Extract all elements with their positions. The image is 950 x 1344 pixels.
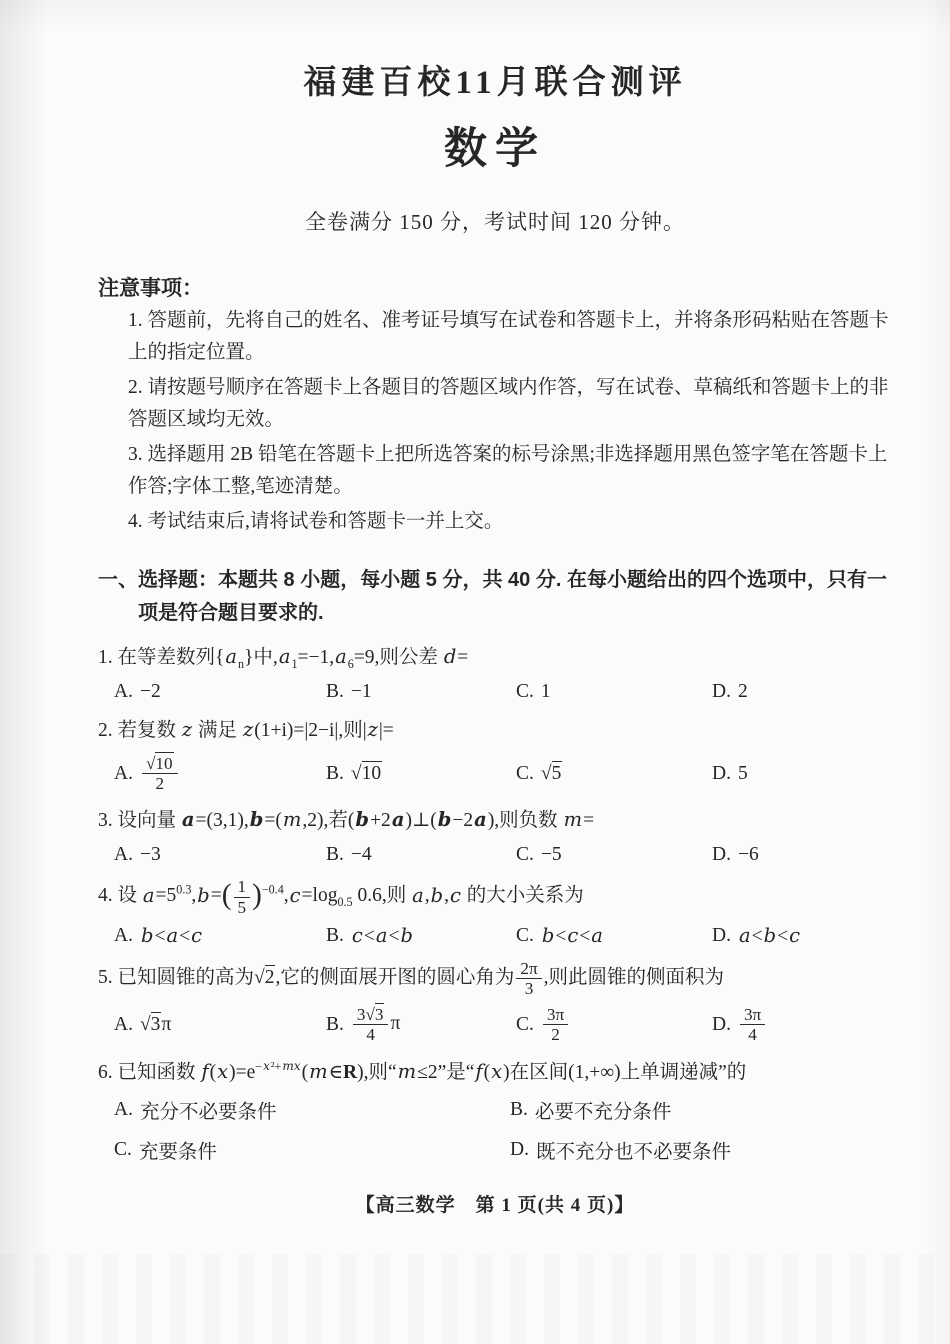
fraction-numerator: 1 [237,877,247,897]
math-variable: m [397,1059,417,1083]
math-variable: a [375,923,388,947]
option-content-D: 2 [737,681,748,702]
fraction-numerator [142,754,178,773]
question-2-option-C [516,763,712,785]
question-3-option-B [326,844,516,866]
subscript: n [238,656,245,671]
question-6 [98,1056,892,1164]
question-6-option-C [114,1136,510,1164]
exam-subject: 数学 [444,125,546,173]
notices-heading: 注意事项： [98,277,203,300]
subscript: 6 [347,656,354,671]
math-vector: a [391,808,405,832]
superscript: −x²+mx [255,1059,301,1074]
math-variable: b [541,923,555,947]
question-1-option-B [326,681,516,703]
question-2-option-D [712,763,892,785]
exam-title: 福建百校11月联合测评 [303,65,687,101]
math-variable: z [242,718,254,741]
math-vector: b [355,808,370,832]
question-4-options [98,924,892,948]
radicand: 10 [361,762,382,784]
question-1 [98,641,892,703]
radical-sign: √ [254,966,265,988]
notice-item-3: 3. 选择题用 2B 铅笔在答题卡上把所选答案的标号涂黑;非选择题用黑色签字笔在答题卡上作答;字体工整,笔迹清楚。 [128,444,888,497]
math-variable: a [335,645,347,668]
question-3-option-A [114,844,326,866]
math-variable: c [351,923,363,947]
question-6-stem: 6. 已知函数 $f(x)=e^{-x^2+mx}(m\in R)$,则“m≤2”是“f(x)在区间(1,+∞)上单调递减”的 [98,1059,747,1083]
radical-sign: √ [145,754,156,773]
option-label-C: C. [516,924,534,946]
math-vector: b [437,808,452,832]
option-label-D: D. [712,681,731,702]
question-6-option-A [114,1096,510,1124]
question-4-option-D [712,924,892,948]
option-label-A: A. [114,924,133,946]
option-label-B: B. [326,762,344,784]
question-4 [98,877,892,947]
radicand: 10 [155,754,173,773]
math-variable: b [400,923,413,947]
question-1-option-D [712,681,892,703]
question-5-option-D [712,1005,892,1044]
option-content-C [541,763,562,785]
question-3-stem: 3. 设向量 a=(3,1),b=(m,2),若(b+2a)⊥(b−2a),则负数 m= [98,808,595,832]
math-variable: a [142,883,155,907]
option-content-C: −5 [540,844,562,866]
math-variable: a [278,645,291,668]
option-content-C [541,1005,570,1044]
fraction [142,754,178,793]
radicand: 5 [551,762,562,784]
sqrt-expression [541,761,562,784]
fraction-denominator: 5 [234,897,251,917]
fraction-numerator: 3√3 [356,1005,384,1025]
math-variable: a [412,883,424,907]
fraction-numerator: 3π [743,1005,762,1025]
fraction-numerator: 3π [546,1005,565,1025]
option-label-C: C. [516,681,534,702]
fraction-denominator: 4 [740,1024,765,1044]
option-label-B: B. [326,1013,344,1035]
math-variable: f [475,1059,483,1083]
question-5 [98,959,892,1045]
notice-item-1: 1. 答题前，先将自己的姓名、准考证号填写在试卷和答题卡上，并将条形码粘贴在答题卡上的指定位置。 [128,310,889,363]
radical-sign: √ [365,1005,375,1025]
page-footer: 【高三数学 第 1 页(共 4 页)】 [355,1194,635,1216]
fraction [353,1005,389,1044]
option-label-D: D. [510,1138,529,1160]
option-label-D: D. [712,844,731,866]
option-label-C: C. [516,1013,534,1035]
fraction-denominator: 2 [543,1024,568,1044]
question-2-stem: 2. 若复数 z 满足 z(1+i)=|2−i|,则|z|= [98,718,394,741]
math-variable: a [166,923,179,947]
math-vector: a [474,808,487,832]
questions-section [98,641,892,1164]
option-label-C: C. [516,844,534,866]
option-label-C: C. [114,1138,132,1160]
math-variable: m [282,808,302,832]
option-label-D: D. [712,762,731,784]
fraction [543,1005,568,1044]
fraction-numerator: 2π [520,958,538,978]
radicand: 3 [150,1013,161,1035]
subscript: 1 [291,656,298,671]
option-content-A: √3π [139,1013,172,1035]
option-content-A: −2 [139,681,161,702]
option-label-B: B. [510,1098,528,1120]
sqrt-expression [254,965,275,988]
math-variable: c [289,883,301,907]
option-content-B: −4 [350,844,372,866]
radicand: 2 [264,966,275,988]
math-vector: a [181,808,195,832]
question-5-options [98,1005,892,1044]
option-content-B: c<a<b [351,923,413,947]
math-variable: d [443,645,457,668]
math-variable: b [197,883,210,907]
question-6-option-D [510,1136,892,1164]
fraction [740,1005,765,1044]
question-2 [98,714,892,793]
option-content-A: −3 [139,844,161,866]
question-3 [98,804,892,866]
question-5-option-B [326,1005,516,1044]
question-3-options [98,844,892,866]
math-variable: z [367,718,378,741]
question-6-options [98,1096,892,1164]
question-2-option-B [326,763,516,785]
question-1-option-A [114,681,326,703]
option-label-B: B. [326,681,344,702]
question-2-option-A [114,754,326,793]
math-variable: c [191,923,203,947]
option-label-A: A. [114,1013,133,1035]
option-content-C: 充要条件 [138,1141,217,1163]
option-content-B: 必要不充分条件 [534,1101,672,1123]
question-2-options [98,754,892,793]
math-variable: b [430,883,444,907]
option-content-D: a<b<c [738,923,801,947]
notice-item-4: 4. 考试结束后,请将试卷和答题卡一并上交。 [128,511,504,532]
option-content-A [140,754,180,793]
option-label-D: D. [712,1013,731,1035]
option-label-D: D. [712,924,731,946]
math-variable: a [225,645,238,668]
superscript: −0.4 [261,883,284,898]
option-content-C: 1 [540,681,551,702]
math-variable: f [201,1059,209,1083]
math-variable: x [217,1059,229,1083]
question-5-option-A [114,1014,326,1036]
math-variable: b [763,923,777,947]
math-vector: b [249,808,264,832]
radical-sign: √ [350,762,362,784]
option-label-A: A. [114,844,133,866]
big-paren: ) [252,879,262,912]
notices-section [98,272,892,538]
superscript: 0.3 [176,883,192,898]
bold-symbol: R [343,1061,358,1083]
question-1-options [98,681,892,703]
question-1-stem: 1. 在等差数列$\{a_n\}$中$,a_1=-1,a_6=9$,则公差 d= [98,645,469,671]
option-content-D: −6 [737,844,759,866]
fraction-denominator: 2 [142,773,178,793]
option-content-D [738,1005,767,1044]
math-variable: m [309,1059,328,1083]
math-variable: c [789,923,801,947]
math-variable: z [181,718,193,741]
question-4-stem: 4. 设 $a=5^{0.3},b=$( $\frac{1}{5}$ )$^{-0.4},c=\log_{0.5}$ 0.6,则 a,b,c 的大小关系为 [98,877,584,917]
option-label-B: B. [326,844,344,866]
math-variable: m [563,808,583,832]
math-variable: a [738,923,751,947]
question-6-option-B [510,1096,892,1124]
exam-info-line: 全卷满分 150 分，考试时间 120 分钟。 [305,210,685,234]
radical-sign: √ [540,762,552,784]
math-variable: x [263,1059,270,1074]
option-content-B: −1 [350,681,372,702]
question-3-option-C [516,844,712,866]
option-content-B: $\frac{3√3}{4}$ π [351,1005,400,1044]
option-content-C: b<c<a [541,923,603,947]
option-content-D: 5 [737,762,748,784]
option-content-A: 充分不必要条件 [139,1101,277,1123]
subscript: 0.5 [337,895,353,910]
fraction-denominator: 3 [516,978,541,998]
fraction [516,959,541,998]
math-variable: c [449,883,461,907]
option-label-B: B. [326,924,344,946]
radical-sign: √ [139,1013,151,1035]
radicand: 3 [374,1005,384,1025]
sqrt-expression [365,1003,384,1024]
notices-list [98,305,892,538]
option-content-D: 既不充分也不必要条件 [535,1141,731,1163]
question-1-option-C [516,681,712,703]
option-label-A: A. [114,681,133,702]
sqrt-expression [146,752,174,773]
math-variable: mx [282,1059,301,1074]
question-5-option-C [516,1005,712,1044]
question-4-option-B [326,924,516,948]
section-1-heading: 一、选择题：本题共 8 小题，每小题 5 分，共 40 分. 在每小题给出的四个选项中，只有一项是符合题目要求的. [98,569,887,624]
math-variable: c [567,923,579,947]
math-variable: x [491,1059,503,1083]
question-4-option-A [114,924,326,948]
sqrt-expression [140,1012,161,1035]
question-4-option-C [516,924,712,948]
big-paren: ( [221,879,232,912]
math-variable: a [591,923,603,947]
math-variable: b [140,923,154,947]
sqrt-expression [351,761,382,784]
fraction-denominator: 4 [353,1024,389,1044]
fraction [234,877,251,916]
option-label-A: A. [114,762,133,784]
notice-item-2: 2. 请按题号顺序在答题卡上各题目的答题区域内作答，写在试卷、草稿纸和答题卡上的非答题区域均无效。 [128,377,889,430]
option-label-A: A. [114,1098,133,1120]
option-label-C: C. [516,762,534,784]
option-content-A: b<a<c [140,923,203,947]
question-5-stem: 5. 已知圆锥的高为√2,它的侧面展开图的圆心角为 $\frac{2\pi}{3}$ ,则此圆锥的侧面积为 [98,958,724,999]
question-3-option-D [712,844,892,866]
option-content-B [351,763,382,785]
